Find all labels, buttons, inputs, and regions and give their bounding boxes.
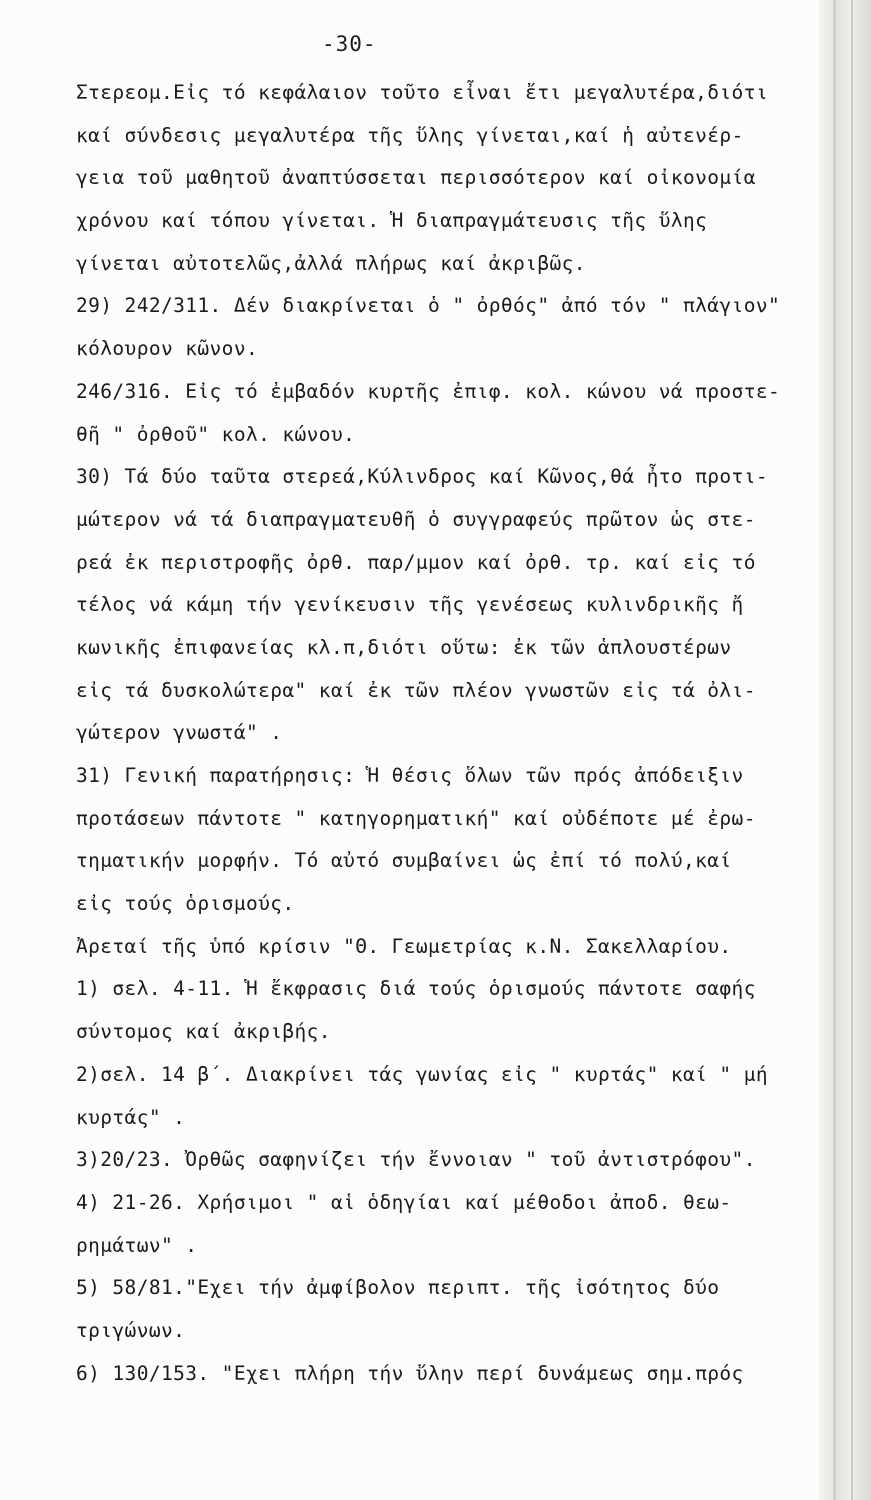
text-line: 5) 58/81."Εχει τήν ἀμφίβολον περιπτ. τῆς ἰσότητος δύο bbox=[76, 1276, 720, 1300]
typewritten-text bbox=[76, 72, 824, 1395]
page-number: -30- bbox=[322, 32, 377, 56]
text-line: 3)20/23. Ὀρθῶς σαφηνίζει τήν ἔννοιαν " τοῦ ἀντιστρόφου". bbox=[76, 1148, 756, 1172]
text-line: 246/316. Εἰς τό ἐμβαδόν κυρτῆς ἐπιφ. κολ. κώνου νά προστε- bbox=[76, 379, 781, 403]
text-line: εἰς τά δυσκολώτερα" καί ἐκ τῶν πλέον γνωστῶν εἰς τά ὀλι- bbox=[76, 678, 756, 702]
text-line: γεια τοῦ μαθητοῦ ἀναπτύσσεται περισσότερον καί οἰκονομία bbox=[76, 166, 756, 190]
text-line: τηματικήν μορφήν. Τό αὐτό συμβαίνει ὡς ἐπί τό πολύ,καί bbox=[76, 849, 732, 873]
text-line: σύντομος καί ἀκριβής. bbox=[76, 1020, 331, 1044]
text-line: θῆ " ὀρθοῦ" κολ. κώνου. bbox=[76, 422, 356, 446]
text-line: 29) 242/311. Δέν διακρίνεται ὁ " ὀρθός" ἀπό τόν " πλάγιον" bbox=[76, 294, 781, 318]
text-line: καί σύνδεσις μεγαλυτέρα τῆς ὕλης γίνεται,καί ἡ αὐτενέρ- bbox=[76, 123, 744, 147]
text-line: γίνεται αὐτοτελῶς,ἀλλά πλήρως καί ἀκριβῶς. bbox=[76, 251, 586, 275]
text-line: Ἀρεταί τῆς ὑπό κρίσιν "Θ. Γεωμετρίας κ.Ν. Σακελλαρίου. bbox=[76, 934, 732, 958]
text-line: 4) 21-26. Χρήσιμοι " αἱ ὁδηγίαι καί μέθοδοι ἀποδ. θεω- bbox=[76, 1190, 732, 1214]
text-line: προτάσεων πάντοτε " κατηγορηματική" καί οὐδέποτε μέ ἐρω- bbox=[76, 806, 756, 830]
text-line: κόλουρον κῶνον. bbox=[76, 337, 259, 361]
text-line: 6) 130/153. "Εχει πλήρη τήν ὕλην περί δυνάμεως σημ.πρός bbox=[76, 1361, 744, 1385]
text-line: μώτερον νά τά διαπραγματευθῆ ὁ συγγραφεύς πρῶτον ὡς στε- bbox=[76, 507, 756, 531]
text-line: κυρτάς" . bbox=[76, 1105, 186, 1129]
text-line: τέλος νά κάμη τήν γενίκευσιν τῆς γενέσεως κυλινδρικῆς ἤ bbox=[76, 593, 744, 617]
text-line: Στερεομ.Εἰς τό κεφάλαιον τοῦτο εἶναι ἔτι μεγαλυτέρα,διότι bbox=[76, 81, 768, 104]
text-line: 1) σελ. 4-11. Ἡ ἔκφρασις διά τούς ὁρισμούς πάντοτε σαφής bbox=[76, 977, 756, 1001]
text-line: κωνικῆς ἐπιφανείας κλ.π,διότι οὕτω: ἐκ τῶν ἁπλουστέρων bbox=[76, 635, 732, 659]
text-line: 31) Γενική παρατήρησις: Ἡ θέσις ὅλων τῶν πρός ἀπόδειξιν bbox=[76, 764, 744, 787]
text-line: 2)σελ. 14 β΄. Διακρίνει τάς γωνίας εἰς " κυρτάς" καί " μή bbox=[76, 1062, 768, 1086]
text-line: εἰς τούς ὁρισμούς. bbox=[76, 892, 295, 916]
text-line: τριγώνων. bbox=[76, 1318, 186, 1342]
text-line: χρόνου καί τόπου γίνεται. Ἡ διαπραγμάτευσις τῆς ὕλης bbox=[76, 209, 708, 233]
text-line: γώτερον γνωστά" . bbox=[76, 721, 283, 745]
scan-edge bbox=[819, 0, 871, 1500]
text-line: ρημάτων" . bbox=[76, 1233, 198, 1257]
text-line: ρεά ἐκ περιστροφῆς ὀρθ. παρ/μμον καί ὀρθ. τρ. καί εἰς τό bbox=[76, 550, 756, 574]
text-line: 30) Τά δύο ταῦτα στερεά,Κύλινδρος καί Κῶνος,θά ἦτο προτι- bbox=[76, 465, 768, 489]
